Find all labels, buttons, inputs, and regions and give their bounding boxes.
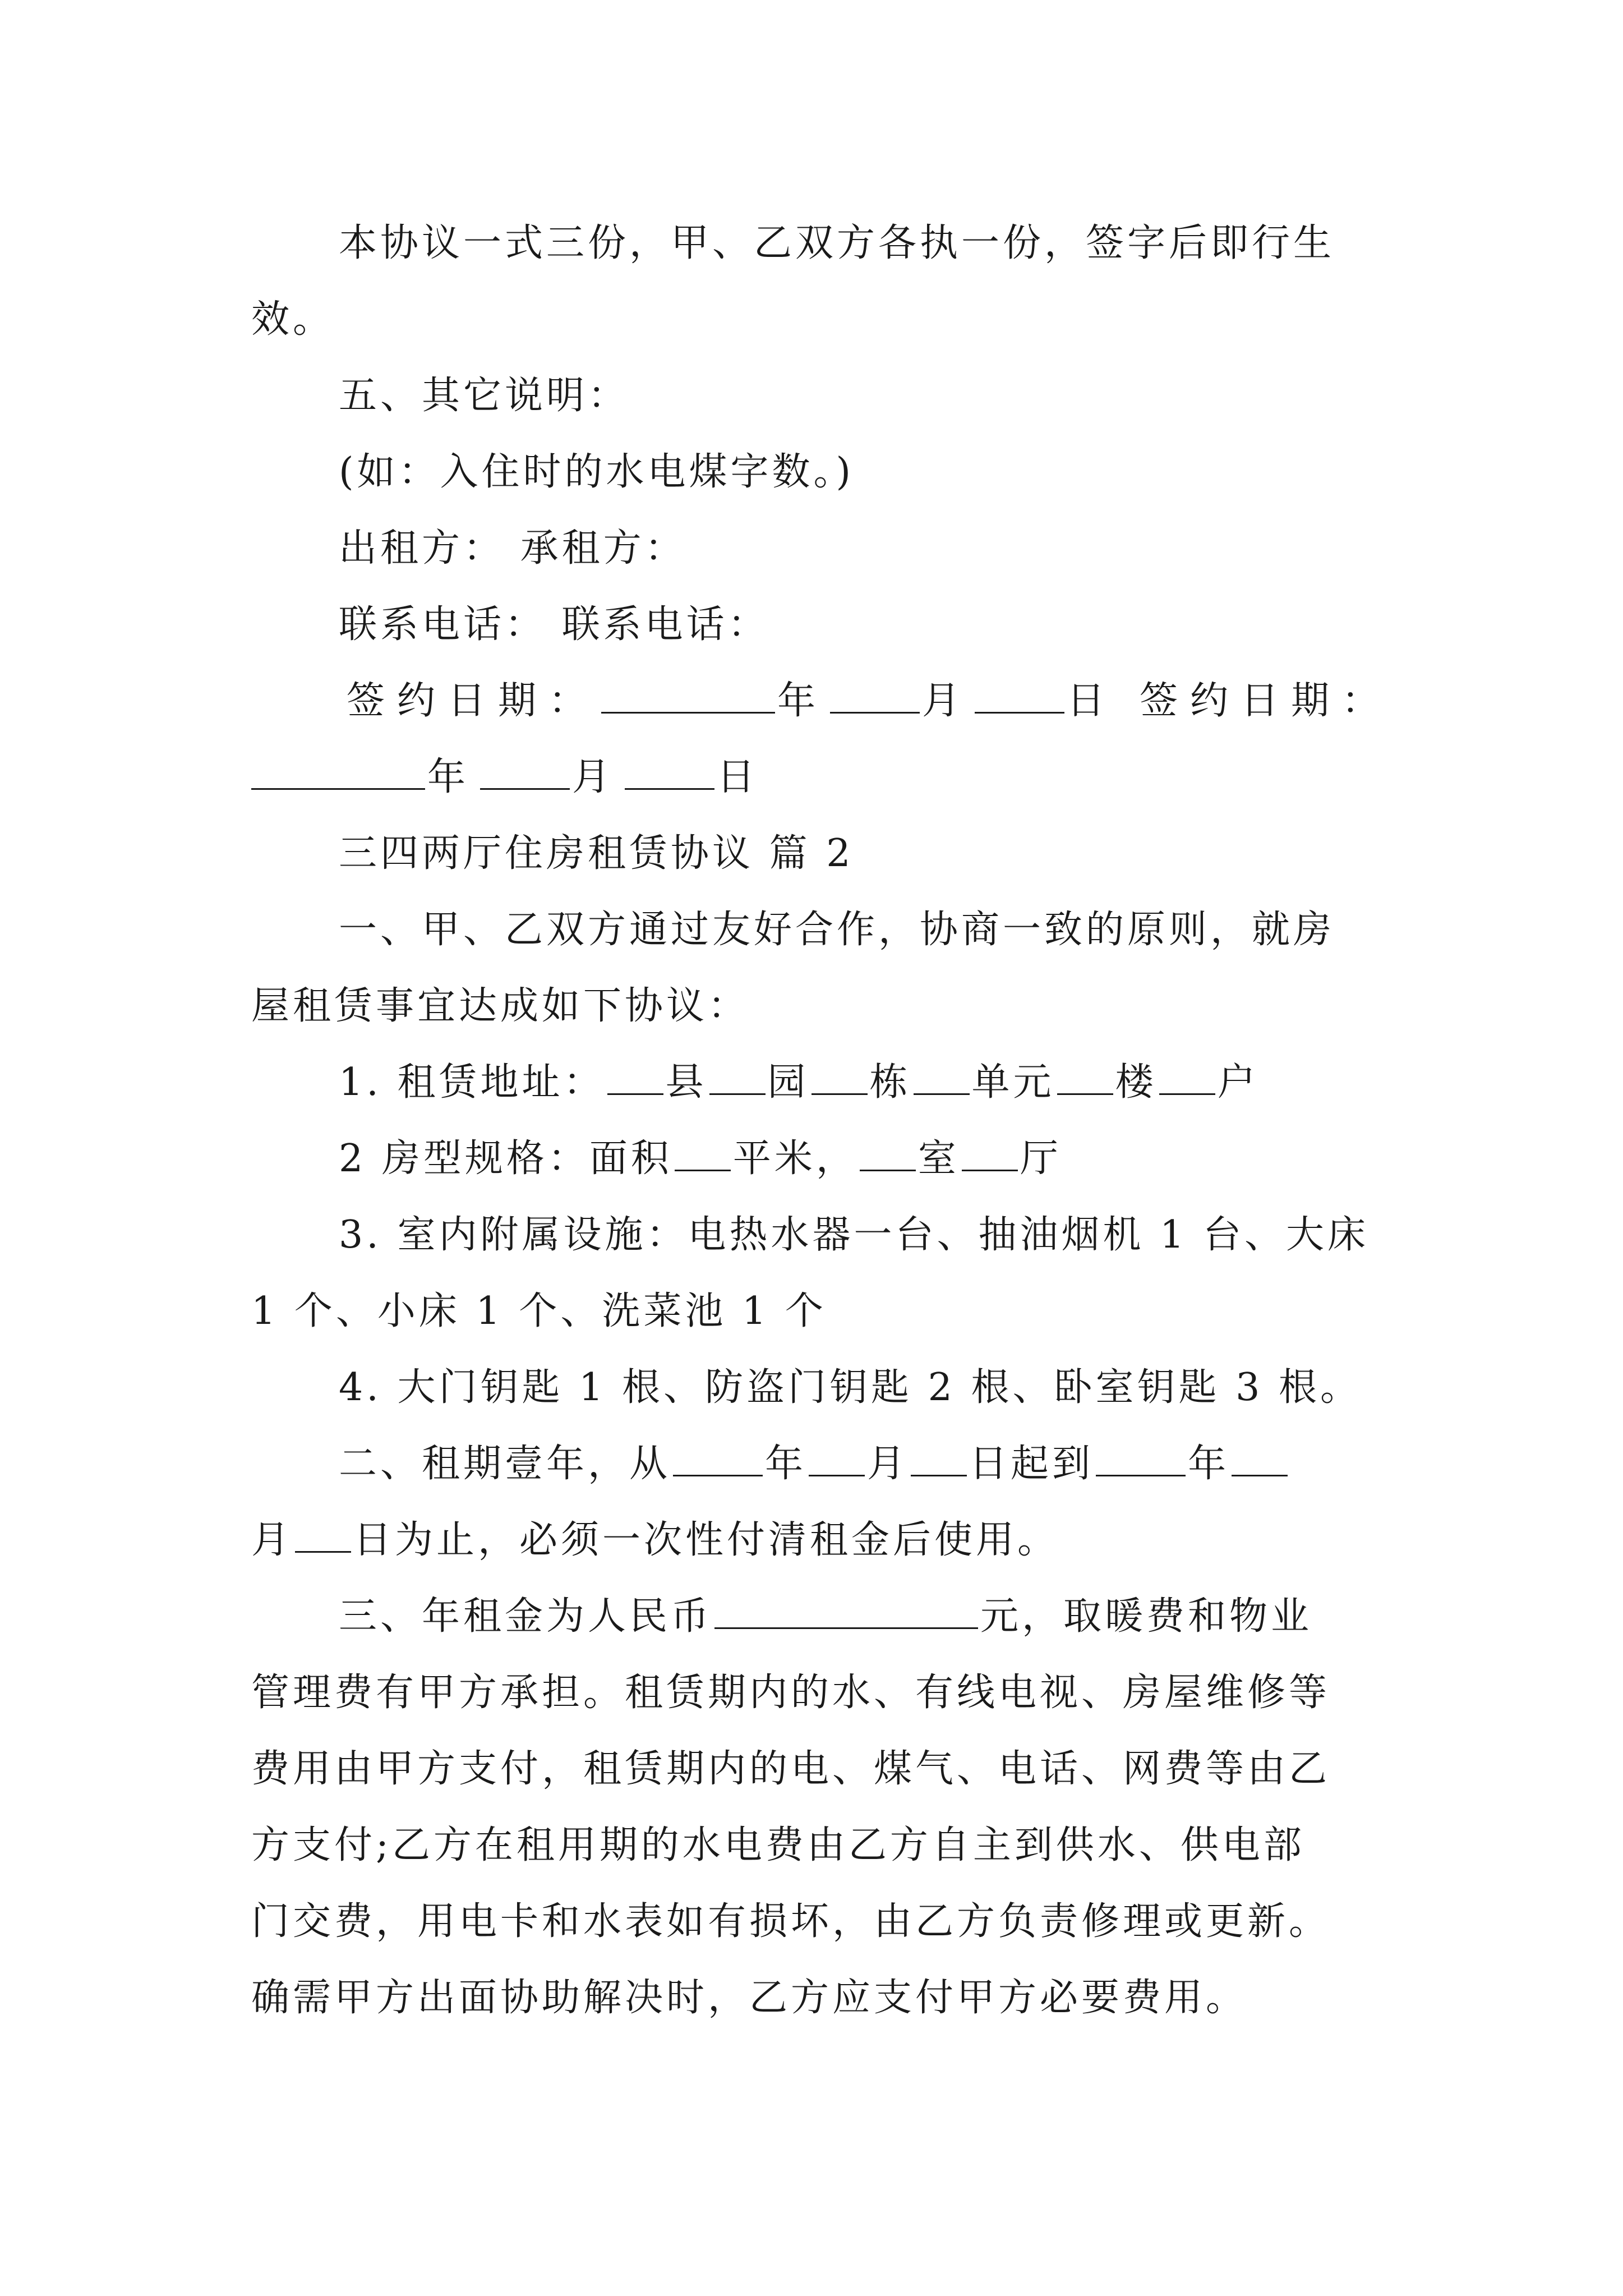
paragraph-line: 本协议一式三份，甲、乙双方各执一份，签字后即行生 — [339, 221, 1335, 265]
rent-amount-blank — [714, 1595, 978, 1629]
paragraph-line: 确需甲方出面协助解决时，乙方应支付甲方必要费用。 — [251, 1976, 1248, 2020]
paragraph-line: 费用由甲方支付，租赁期内的电、煤气、电话、网费等由乙 — [251, 1747, 1331, 1791]
paragraph-line: 门交费，用电卡和水表如有损坏，由乙方负责修理或更新。 — [251, 1899, 1331, 1944]
day-blank — [625, 756, 714, 790]
paragraph-line: 一、甲、乙双方通过友好合作，协商一致的原则，就房 — [339, 908, 1335, 952]
room-spec-line: 2 房型规格：面积 平米， 室 厅 — [339, 1137, 1062, 1181]
paragraph-line: 管理费有甲方承担。租赁期内的水、有线电视、房屋维修等 — [251, 1671, 1331, 1715]
agreement-title: 三四两厅住房租赁协议 篇 2 — [339, 831, 854, 876]
contact-phone-line: 联系电话： 联系电话： — [339, 602, 769, 647]
lease-term-line: 二、租期壹年，从 年 月 日起到 年 — [339, 1442, 1505, 1487]
month-blank — [830, 679, 920, 714]
rent-line: 三、年租金为人民币 元，取暖费和物业 — [339, 1594, 1313, 1639]
year-blank — [251, 756, 425, 790]
paragraph-line: 方支付;乙方在租用期的水电费由乙方自主到供水、供电部 — [251, 1823, 1305, 1867]
lease-term-line-continued: 月 日为止，必须一次性付清租金后使用。 — [251, 1518, 1059, 1562]
signature-parties-line: 出租方： 承租方： — [339, 526, 686, 570]
day-blank — [975, 679, 1064, 714]
year-blank — [601, 679, 775, 714]
paragraph-line: 3. 室内附属设施：电热水器一台、抽油烟机 1 台、大床 — [339, 1213, 1369, 1257]
paragraph-line: 效。 — [251, 297, 335, 342]
paragraph-line: 屋租赁事宜达成如下协议： — [251, 984, 750, 1028]
paragraph-line: 4. 大门钥匙 1 根、防盗门钥匙 2 根、卧室钥匙 3 根。 — [339, 1365, 1362, 1410]
paragraph-line: (如：入住时的水电煤字数。) — [339, 450, 855, 494]
month-blank — [480, 756, 570, 790]
signing-date-label: 签约日期： — [1140, 679, 1393, 723]
signing-date-line-continued: 年 月 日 — [251, 755, 1418, 800]
signing-date-line: 签约日期： 年 月 日 签约日期： — [347, 679, 1393, 723]
section-heading: 五、其它说明： — [339, 374, 630, 418]
lease-address-line: 1. 租赁地址： 县 园 栋 单元 楼 户 — [339, 1060, 1259, 1105]
signing-date-label: 签约日期： — [347, 679, 600, 723]
paragraph-line: 1 个、小床 1 个、洗菜池 1 个 — [251, 1289, 827, 1333]
